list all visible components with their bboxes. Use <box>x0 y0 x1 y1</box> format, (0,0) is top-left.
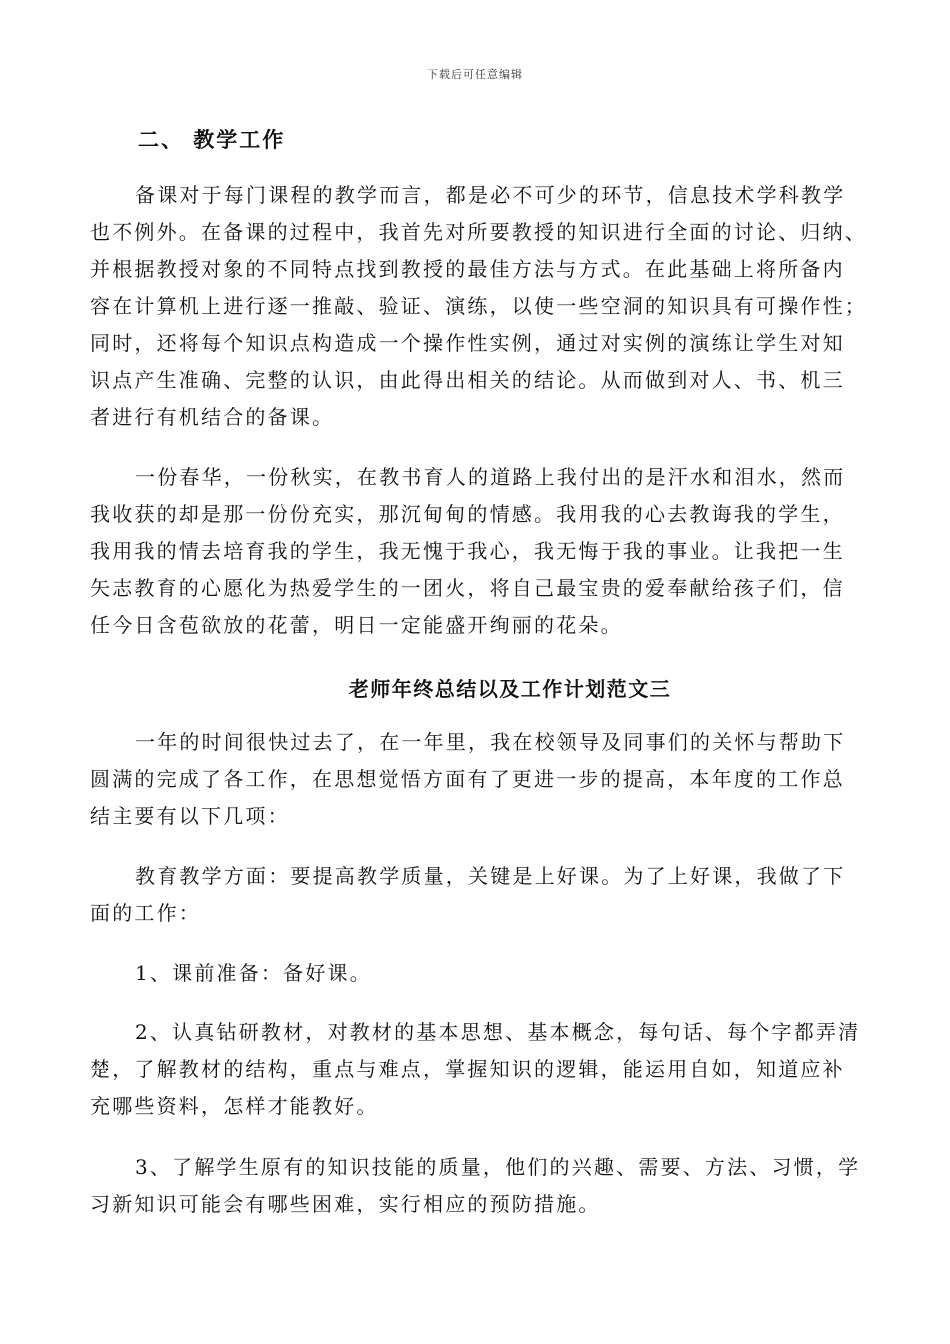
text-line: 面的工作： <box>90 901 201 925</box>
text-line: 识点产生准确、完整的认识，由此得出相关的结论。从而做到对人、书、机三 <box>90 368 845 392</box>
text-line: 我收获的却是那一份份充实，那沉甸甸的情感。我用我的心去教诲我的学生， <box>90 502 845 526</box>
text-line: 我用我的情去培育我的学生，我无愧于我心，我无悔于我的事业。让我把一生 <box>90 539 845 563</box>
text-line: 者进行有机结合的备课。 <box>90 405 335 429</box>
section-heading: 二、 教学工作 <box>138 127 286 152</box>
text-line: 同时，还将每个知识点构造成一个操作性实例，通过对实例的演练让学生对知 <box>90 331 845 355</box>
text-line: 并根据教授对象的不同特点找到教授的最佳方法与方式。在此基础上将所备内 <box>90 257 845 281</box>
paragraph-year-summary <box>90 724 860 835</box>
paragraph-lesson-prep <box>90 177 867 436</box>
paragraph-teaching-quality <box>90 858 860 932</box>
text-line: 一年的时间很快过去了，在一年里，我在校领导及同事们的关怀与帮助下 <box>135 730 846 754</box>
list-item-3 <box>90 1149 860 1223</box>
text-line: 圆满的完成了各工作，在思想觉悟方面有了更进一步的提高，本年度的工作总 <box>90 767 845 791</box>
text-line: 容在计算机上进行逐一推敲、验证、演练，以使一些空洞的知识具有可操作性； <box>90 294 867 318</box>
header-note: 下载后可任意编辑 <box>427 68 523 81</box>
paragraph-reflection <box>90 459 860 644</box>
text-line: 矢志教育的心愿化为热爱学生的一团火，将自己最宝贵的爱奉献给孩子们，信 <box>90 576 845 600</box>
text-line: 习新知识可能会有哪些困难，实行相应的预防措施。 <box>90 1192 601 1216</box>
document-title: 老师年终总结以及工作计划范文三 <box>348 677 672 701</box>
text-line: 3、了解学生原有的知识技能的质量，他们的兴趣、需要、方法、习惯，学 <box>135 1155 861 1179</box>
text-line: 结主要有以下几项： <box>90 804 290 828</box>
text-line: 2、认真钻研教材，对教材的基本思想、基本概念，每句话、每个字都弄清 <box>135 1020 861 1044</box>
text-line: 1、课前准备：备好课。 <box>135 961 372 985</box>
text-line: 楚，了解教材的结构，重点与难点，掌握知识的逻辑，能运用自如，知道应补 <box>90 1057 845 1081</box>
text-line: 也不例外。在备课的过程中，我首先对所要教授的知识进行全面的讨论、归纳、 <box>90 220 867 244</box>
text-line: 充哪些资料，怎样才能教好。 <box>90 1094 379 1118</box>
list-item-2 <box>90 1014 860 1125</box>
text-line: 教育教学方面：要提高教学质量，关键是上好课。为了上好课，我做了下 <box>135 864 846 888</box>
text-line: 备课对于每门课程的教学而言，都是必不可少的环节，信息技术学科教学 <box>135 183 846 207</box>
list-item-1 <box>90 955 860 992</box>
text-line: 任今日含苞欲放的花蕾，明日一定能盛开绚丽的花朵。 <box>90 613 623 637</box>
text-line: 一份春华，一份秋实，在教书育人的道路上我付出的是汗水和泪水，然而 <box>135 465 846 489</box>
